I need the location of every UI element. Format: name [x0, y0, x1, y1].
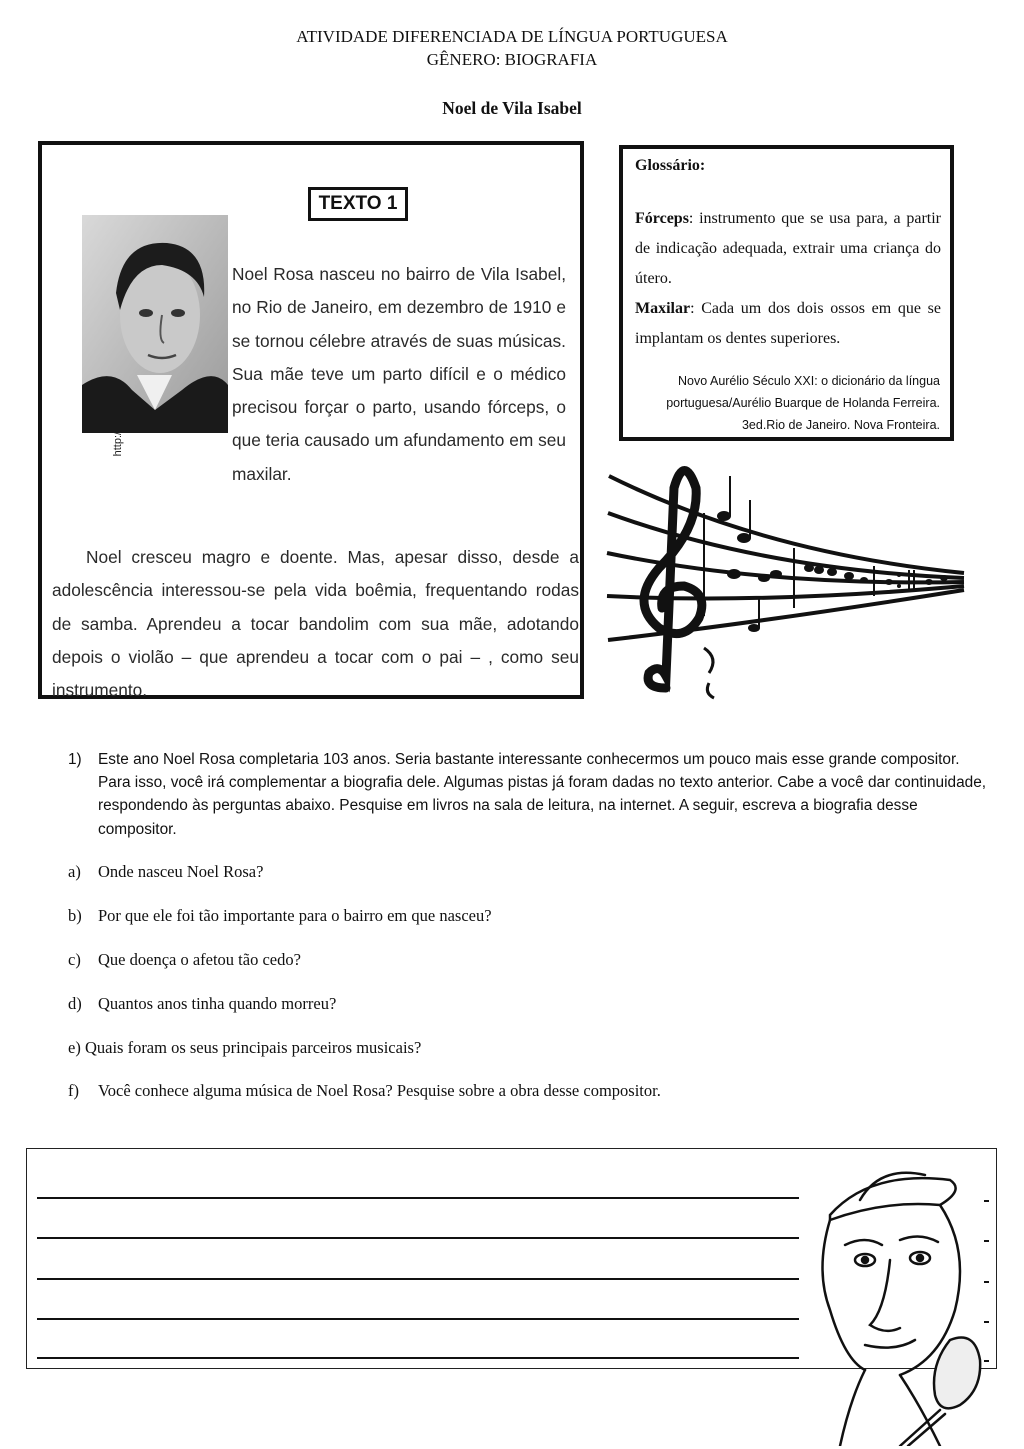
answer-line-1[interactable]: [37, 1197, 799, 1199]
question-label: b): [68, 906, 82, 925]
header-line-2: GÊNERO: BIOGRAFIA: [426, 50, 598, 69]
answer-line-2[interactable]: [37, 1237, 799, 1239]
activity-number: 1): [68, 751, 82, 768]
question-a: [68, 862, 988, 882]
question-text: Você conhece alguma música de Noel Rosa? Pesquise sobre a obra desse compositor.: [98, 1081, 661, 1100]
question-text: Onde nasceu Noel Rosa?: [98, 862, 264, 881]
caricature-icon: [790, 1160, 1010, 1446]
answer-line-3[interactable]: [37, 1278, 799, 1280]
question-f: [68, 1081, 988, 1101]
text-1-panel: [38, 141, 584, 699]
question-d: [68, 994, 988, 1014]
glossary-term: Fórceps: [635, 210, 689, 227]
glossary-definition: : instrumento que se usa para, a partir de indicação adequada, extrair uma criança do útero.: [635, 210, 941, 287]
text-1-label: TEXTO 1: [308, 187, 408, 221]
header-line-1: ATIVIDADE DIFERENCIADA DE LÍNGUA PORTUGUESA: [296, 27, 728, 46]
page-title: Noel de Vila Isabel: [442, 98, 582, 118]
text-1-paragraph-1: Noel Rosa nasceu no bairro de Vila Isabel, no Rio de Janeiro, em dezembro de 1910 e se tornou célebre através de suas músicas. Sua mãe teve um parto difícil e o médico precisou forçar o parto, usando fórceps, o que teria causado um afundamento em seu maxilar.: [232, 264, 566, 484]
question-b: [68, 906, 988, 926]
glossary-definition: : Cada um dos dois ossos em que se implantam os dentes superiores.: [635, 300, 941, 347]
question-text: Que doença o afetou tão cedo?: [98, 950, 301, 969]
question-c: [68, 950, 988, 970]
music-staff-icon: [604, 458, 966, 702]
question-text: Por que ele foi tão importante para o bairro em que nasceu?: [98, 906, 492, 925]
question-label: e): [68, 1038, 81, 1057]
question-label: c): [68, 950, 81, 969]
question-e: [68, 1038, 988, 1058]
glossary-entry-forceps: [635, 204, 941, 294]
glossary-body: [635, 204, 941, 354]
question-text: Quantos anos tinha quando morreu?: [98, 994, 337, 1013]
answer-line-4[interactable]: [37, 1318, 799, 1320]
glossary-source: Novo Aurélio Século XXI: o dicionário da língua portuguesa/Aurélio Buarque de Holanda Ferreira. 3ed.Rio de Janeiro. Nova Fronteira.: [666, 374, 940, 432]
question-label: d): [68, 994, 82, 1013]
question-label: f): [68, 1081, 79, 1100]
glossary-title: Glossário:: [635, 157, 706, 174]
question-label: a): [68, 862, 81, 881]
portrait-photo-icon: [82, 215, 228, 433]
glossary-entry-maxilar: [635, 294, 941, 354]
answer-line-5[interactable]: [37, 1357, 799, 1359]
activity-intro-text: Este ano Noel Rosa completaria 103 anos. Seria bastante interessante conhecermos um pouco mais esse grande compositor. Para isso, você irá complementar a biografia dele. Algumas pistas já foram dadas no texto anterior. Cabe a você dar continuidade, respondendo às perguntas abaixo. Pesquise em livros na sala de leitura, na internet. A seguir, escreva a biografia desse compositor.: [98, 751, 987, 838]
text-1-paragraph-2: Noel cresceu magro e doente. Mas, apesar disso, desde a adolescência interessou-se pela vida boêmia, frequentando rodas de samba. Aprendeu a tocar bandolim com sua mãe, adotando depois o violão – que aprendeu a tocar com o pai – , como seu instrumento.: [52, 547, 579, 701]
glossary-term: Maxilar: [635, 300, 691, 317]
question-text: Quais foram os seus principais parceiros musicais?: [84, 1038, 422, 1057]
